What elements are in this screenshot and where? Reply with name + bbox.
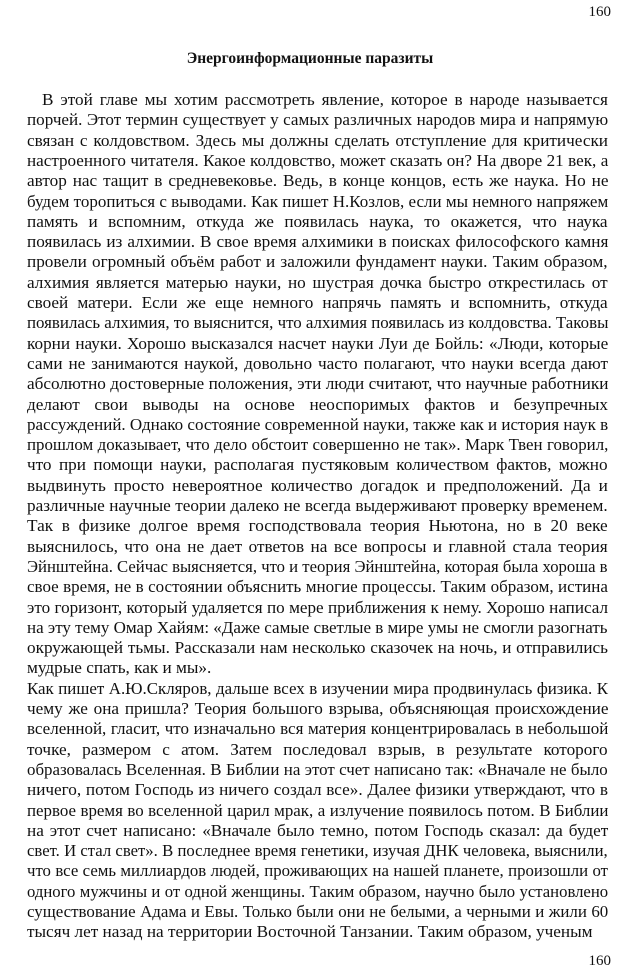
text-line: свое время, не в состоянии объяснить многие процессы. Таким образом, истина (27, 577, 608, 597)
text-line: окружающей тьмы. Рассказали нам несколько сказочек на ночь, и отправились (27, 638, 609, 658)
text-line: тысяч лет назад на территории Восточной Танзании. Таким образом, ученым (27, 922, 593, 942)
text-line: что при помощи науки, располагая пустяковым количеством фактов, можно (27, 455, 608, 475)
text-line: свет. И стал свет». В последнее время генетики, изучая ДНК человека, выяснили, (27, 841, 608, 861)
text-line: это горизонт, который удаляется по мере приближения к нему. Хорошо написал (27, 597, 609, 617)
page-number-bottom: 160 (588, 953, 611, 969)
text-line: выдвинуть просто невероятное количество догадок и предположений. Да и (27, 475, 608, 495)
text-line: точке, размером с атом. Затем последовал взрыв, в результате которого (27, 739, 608, 759)
text-line: делают свои выводы на основе неоспоримых фактов и безупречных (27, 394, 609, 414)
text-line: провели огромный объём работ и заложили фундамент науки. Таким образом, (27, 252, 608, 272)
text-line: вселенной, гласит, что изначально вся материя концентрировалась в небольшой (27, 719, 609, 739)
text-line: ничего, потом Господь из ничего создал все». Далее физики утверждают, что в (27, 780, 608, 800)
text-line: порчей. Этот термин существует у самых различных народов мира и напрямую (27, 110, 609, 130)
text-line: память и вспомним, откуда же появилась наука, то окажется, что наука (27, 211, 608, 231)
text-line: В этой главе мы хотим рассмотреть явление, которое в народе называется (42, 90, 608, 109)
text-line: автор нас тащит в средневековье. Ведь, в конце концов, есть же наука. Но не (27, 171, 609, 191)
text-line: на эту тему Омар Хайям: «Даже самые светлые в мире умы не смогли разогнать (27, 617, 608, 637)
text-line: первое время во вселенной царил мрак, а излучение появилось потом. В Библии (27, 800, 609, 820)
text-line: Так в физике долгое время господствовала теория Ньютона, но в 20 веке (27, 516, 608, 536)
chapter-title: Энергоинформационные паразиты (186, 50, 434, 67)
text-line: своей матери. Если же еще немного напрячь память и вспомнить, откуда (27, 293, 608, 312)
text-line: различные научные теории далеко не всегда выдерживают проверку временем. (27, 496, 608, 515)
text-line: появилась алхимия, то выяснится, что алхимия появилась из колдовства. Таковы (27, 313, 609, 333)
text-line: абсолютно достоверные положения, эти люди считают, что научные работники (27, 374, 609, 394)
text-line: одного мужчины и от одной женщины. Таким образом, научно было установлено (27, 881, 609, 901)
text-line: существование Адама и Евы. Только были они не белыми, а черными и жили 60 (27, 902, 609, 921)
text-line: будем торопиться с выводами. Как пишет Н.Козлов, если мы немного напряжем (27, 191, 609, 211)
text-line: на этот счет написано: «Вначале было темно, потом Господь сказал: да будет (27, 820, 609, 840)
text-line: Как пишет А.Ю.Скляров, дальше всех в изучении мира продвинулась физика. К (27, 678, 608, 698)
text-line: корни науки. Хорошо высказался насчет науки Луи де Бойль: «Люди, которые (27, 333, 609, 353)
text-line: что все семь миллиардов людей, проживающих на нашей планете, произошли от (27, 861, 608, 881)
text-line: чему же она пришла? Теория большого взрыва, объясняющая происхождение (27, 699, 609, 718)
text-line: выяснилось, что она не дает ответов на все вопросы и главной стала теория (27, 536, 608, 556)
text-line: настроенного читателя. Какое колдовство, может сказать он? На дворе 21 век, а (27, 150, 609, 170)
text-line: прошлом доказывает, что дело обстоит совершенно не так». Марк Твен говорил, (27, 435, 609, 455)
text-line: образовалась Вселенная. В Библии на этот счет написано так: «Вначале не было (27, 759, 608, 779)
text-line: алхимия является матерью науки, но шустрая дочка быстро открестилась от (27, 272, 608, 292)
text-line: мудрые спать, как и мы». (27, 658, 212, 678)
text-line: рассуждений. Однако состояние современной науки, также как и история наук в (27, 414, 609, 434)
text-line: связан с колдовством. Здесь мы должны сделать отступление для критически (27, 130, 609, 150)
page-number-top: 160 (588, 4, 611, 20)
text-line: Эйнштейна. Сейчас выясняется, что и теория Эйнштейна, которая была хороша в (27, 556, 608, 576)
text-line: появилась из алхимии. В свое время алхимики в поисках философского камня (27, 232, 609, 252)
text-line: сами не занимаются наукой, довольно часто полагают, что науки всегда дают (27, 353, 608, 373)
